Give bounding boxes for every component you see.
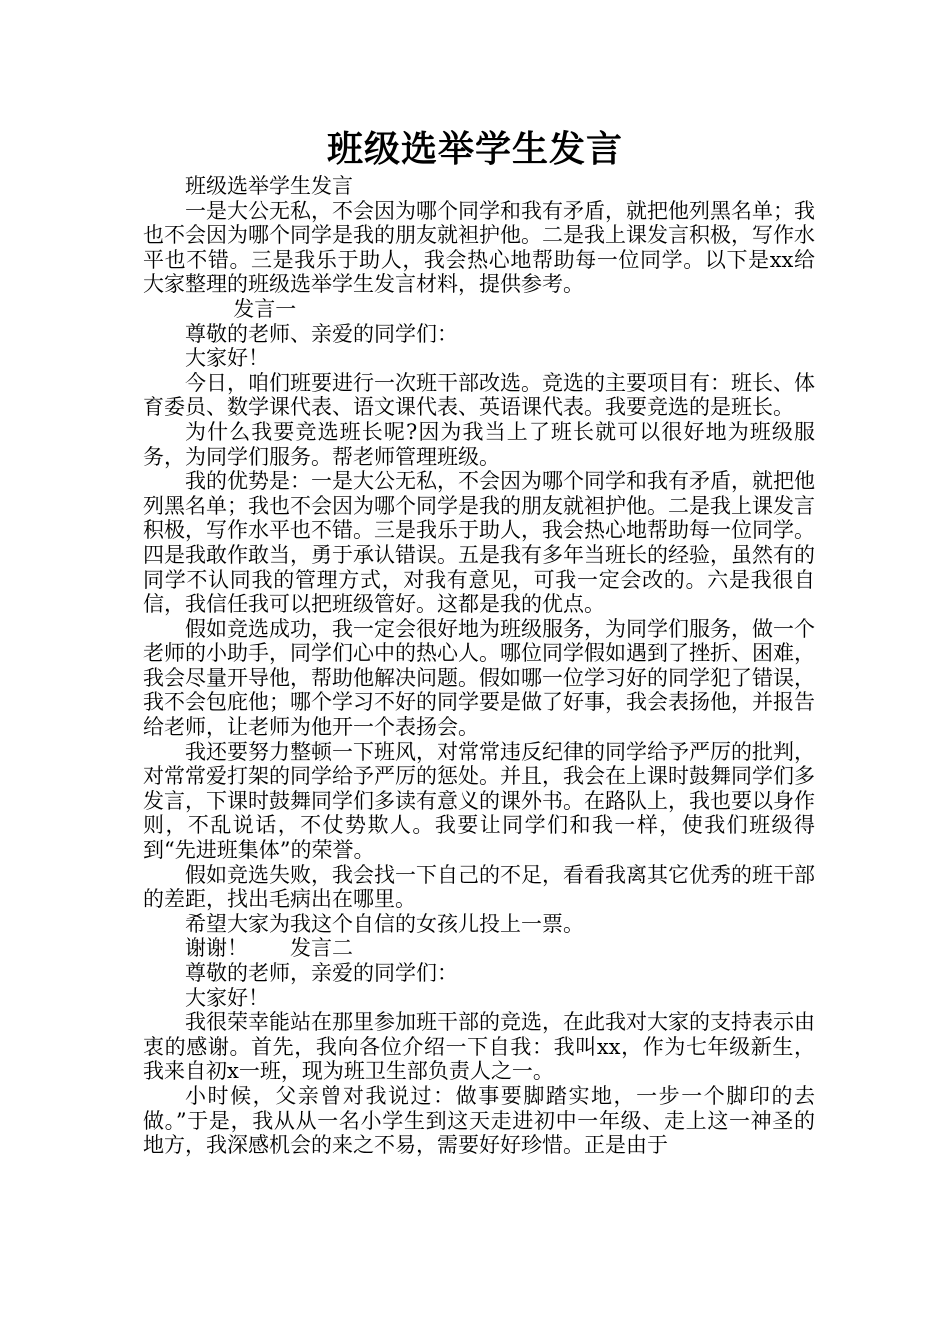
paragraph-salutation: 尊敬的老师，亲爱的同学们： [185, 961, 458, 985]
paragraph-thanks-speech-two: 谢谢！ 发言二 [185, 936, 353, 961]
document-title: 班级选举学生发言 [326, 129, 623, 170]
paragraph: 今日，咱们班要进行一次班干部改选。竞选的主要项目有：班长、体育委员、数学课代表、语文课代表、英语课代表。我要竞选的是班长。 [143, 370, 815, 420]
paragraph-greeting: 大家好！ [185, 346, 269, 371]
paragraph-salutation: 尊敬的老师、亲爱的同学们： [185, 321, 458, 346]
section-heading-speech-one: 发言一 [233, 296, 297, 321]
paragraph: 我很荣幸能站在那里参加班干部的竞选，在此我对大家的支持表示由衷的感谢。首先，我向各位介绍一下自我：我叫xx，作为七年级新生，我来自初x一班，现为班卫生部负责人之一。 [143, 1010, 815, 1084]
paragraph: 小时候，父亲曾对我说过：做事要脚踏实地，一步一个脚印的去做。”于是，我从从一名小学生到这天走进初中一年级、走上这一神圣的地方，我深感机会的来之不易，需要好好珍惜。正是由于 [143, 1083, 815, 1158]
paragraph-greeting: 大家好！ [185, 985, 269, 1010]
paragraph-subtitle: 班级选举学生发言 [185, 174, 353, 198]
paragraph: 假如竞选失败，我会找一下自己的不足，看看我离其它优秀的班干部的差距，找出毛病出在哪里。 [143, 862, 815, 912]
paragraph: 我还要努力整顿一下班风，对常常违反纪律的同学给予严厉的批判，对常常爱打架的同学给予严厉的惩处。并且，我会在上课时鼓舞同学们多发言，下课时鼓舞同学们多读有意义的课外书。在路队上，我也要以身作则，不乱说话，不仗势欺人。我要让同学们和我一样，使我们班级得到“先进班集体”的荣誉。 [143, 739, 815, 863]
paragraph: 我的优势是：一是大公无私，不会因为哪个同学和我有矛盾，就把他列黑名单；我也不会因为哪个同学是我的朋友就袒护他。二是我上课发言积极，写作水平也不错。三是我乐于助人，我会热心地帮助每一位同学。四是我敢作敢当，勇于承认错误。五是我有多年当班长的经验，虽然有的同学不认同我的管理方式，对我有意见，可我一定会改的。六是我很自信，我信任我可以把班级管好。这都是我的优点。 [143, 469, 815, 617]
paragraph-intro: 一是大公无私，不会因为哪个同学和我有矛盾，就把他列黑名单；我也不会因为哪个同学是我的朋友就袒护他。二是我上课发言积极，写作水平也不错。三是我乐于助人，我会热心地帮助每一位同学。以下是xx给大家整理的班级选举学生发言材料，提供参考。 [143, 198, 815, 297]
paragraph: 为什么我要竞选班长呢?因为我当上了班长就可以很好地为班级服务，为同学们服务。帮老师管理班级。 [143, 419, 815, 469]
paragraph: 希望大家为我这个自信的女孩儿投上一票。 [185, 911, 584, 936]
paragraph: 假如竞选成功，我一定会很好地为班级服务，为同学们服务，做一个老师的小助手，同学们心中的热心人。哪位同学假如遇到了挫折、困难，我会尽量开导他，帮助他解决问题。假如哪一位学习好的同学犯了错误，我不会包庇他；哪个学习不好的同学要是做了好事，我会表扬他，并报告给老师，让老师为他开一个表扬会。 [143, 616, 815, 740]
document-body [143, 174, 815, 1158]
